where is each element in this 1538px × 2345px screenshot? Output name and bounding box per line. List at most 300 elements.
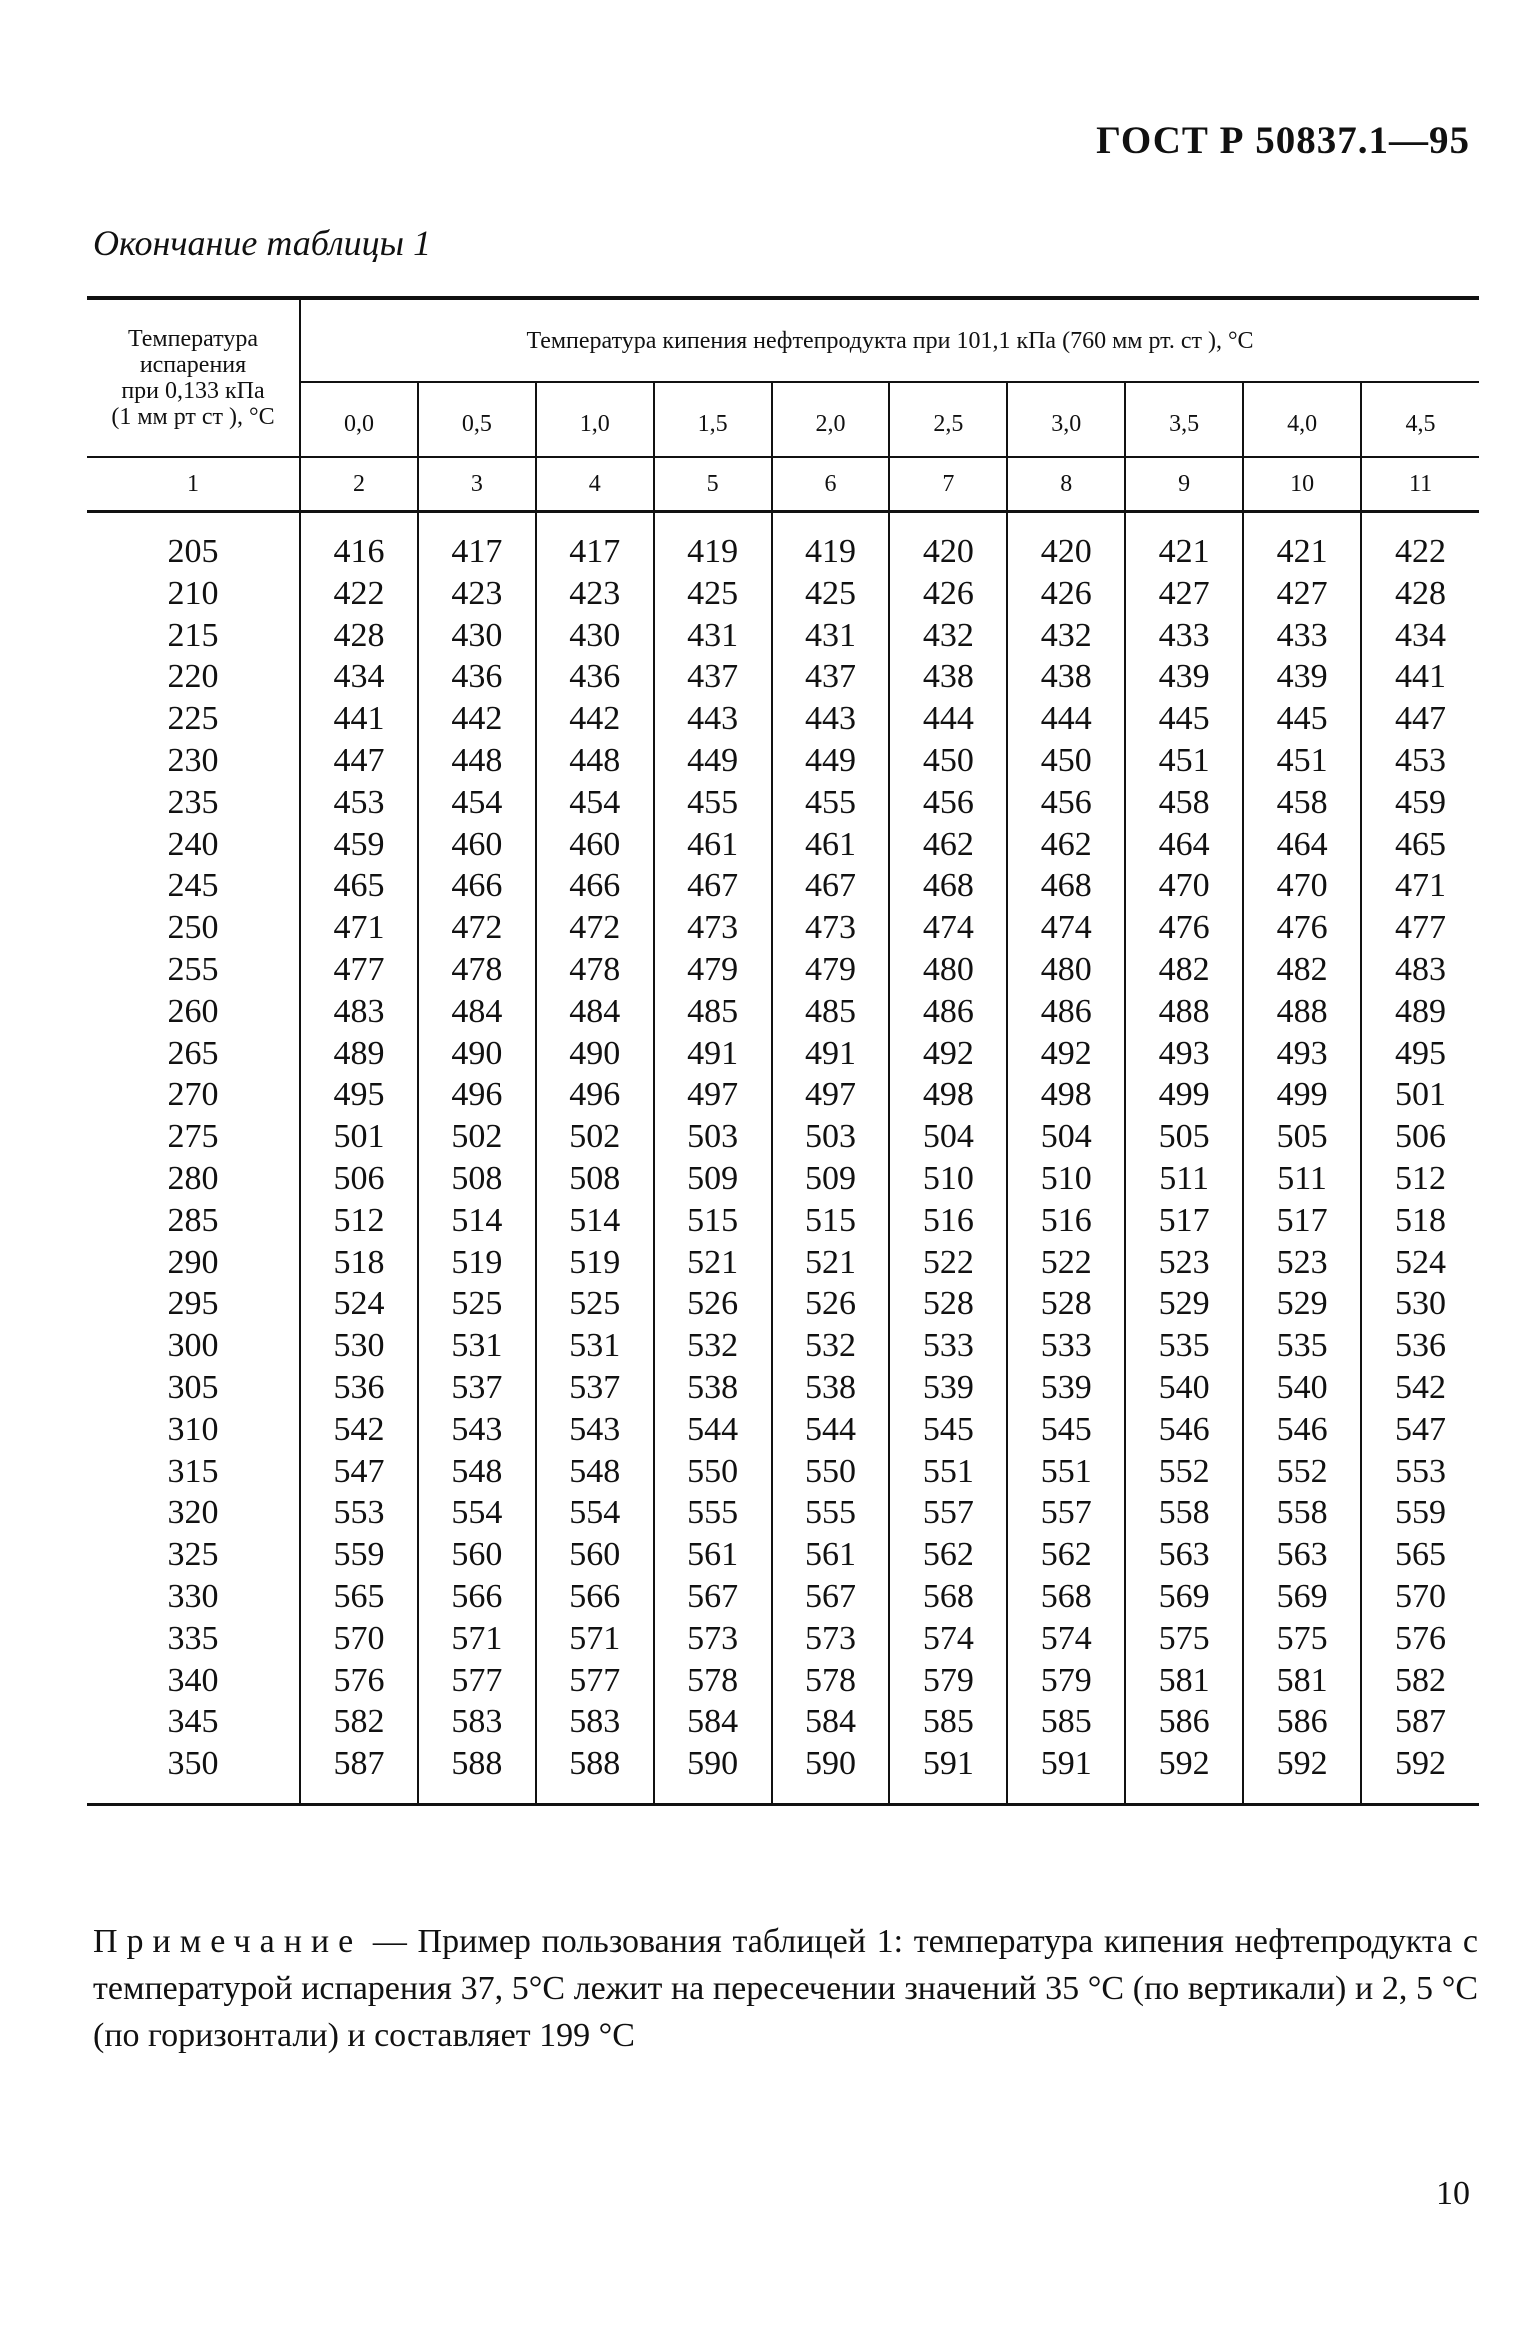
table-cell: 493 xyxy=(1125,1033,1243,1075)
table-cell: 555 xyxy=(654,1492,772,1534)
table-cell: 550 xyxy=(772,1451,890,1493)
table-cell: 554 xyxy=(536,1492,654,1534)
table-row xyxy=(87,1116,1479,1158)
table-cell: 585 xyxy=(889,1701,1007,1743)
table-cell: 583 xyxy=(536,1701,654,1743)
table-cell: 526 xyxy=(772,1283,890,1325)
table-cell: 560 xyxy=(418,1534,536,1576)
table-cell: 538 xyxy=(654,1367,772,1409)
table-cell: 471 xyxy=(300,907,418,949)
table-cell: 552 xyxy=(1243,1451,1361,1493)
table-row xyxy=(87,698,1479,740)
table-cell: 467 xyxy=(772,865,890,907)
table-cell: 575 xyxy=(1125,1618,1243,1660)
table-row xyxy=(87,1158,1479,1200)
row-temperature-cell: 280 xyxy=(167,1159,219,1197)
table-cell: 472 xyxy=(536,907,654,949)
table-cell: 510 xyxy=(1007,1158,1125,1200)
table-cell: 498 xyxy=(1007,1074,1125,1116)
row-temperature-cell: 210 xyxy=(167,574,219,612)
table-cell: 554 xyxy=(418,1492,536,1534)
table-cell: 546 xyxy=(1125,1409,1243,1451)
table-cell: 588 xyxy=(418,1743,536,1804)
table-cell: 443 xyxy=(772,698,890,740)
table-row xyxy=(87,1074,1479,1116)
table-cell: 497 xyxy=(772,1074,890,1116)
table-cell: 557 xyxy=(889,1492,1007,1534)
table-cell: 522 xyxy=(889,1242,1007,1284)
table-cell: 503 xyxy=(772,1116,890,1158)
table-cell: 492 xyxy=(889,1033,1007,1075)
column-number-row xyxy=(87,457,1479,512)
table-cell: 565 xyxy=(300,1576,418,1618)
table-cell: 528 xyxy=(889,1283,1007,1325)
table-cell: 504 xyxy=(1007,1116,1125,1158)
table-cell: 491 xyxy=(654,1033,772,1075)
column-number: 4 xyxy=(536,457,654,512)
table-cell: 443 xyxy=(654,698,772,740)
table-cell: 422 xyxy=(300,573,418,615)
row-temperature-cell: 305 xyxy=(167,1368,219,1406)
sub-header: 2,5 xyxy=(889,382,1007,457)
table-cell: 519 xyxy=(536,1242,654,1284)
table-cell: 503 xyxy=(654,1116,772,1158)
table-cell: 579 xyxy=(889,1660,1007,1702)
table-cell: 539 xyxy=(889,1367,1007,1409)
table-cell: 492 xyxy=(1007,1033,1125,1075)
table-cell: 438 xyxy=(889,656,1007,698)
table-cell: 479 xyxy=(654,949,772,991)
table-cell: 439 xyxy=(1125,656,1243,698)
table-cell: 470 xyxy=(1125,865,1243,907)
table-row xyxy=(87,782,1479,824)
table-cell: 453 xyxy=(300,782,418,824)
table-cell: 425 xyxy=(654,573,772,615)
table-cell: 576 xyxy=(300,1660,418,1702)
table-row xyxy=(87,907,1479,949)
table-cell: 506 xyxy=(1361,1116,1479,1158)
table-cell: 489 xyxy=(300,1033,418,1075)
table-cell: 574 xyxy=(889,1618,1007,1660)
table-row xyxy=(87,1743,1479,1804)
table-cell: 542 xyxy=(300,1409,418,1451)
table-cell: 536 xyxy=(1361,1325,1479,1367)
table-cell: 562 xyxy=(1007,1534,1125,1576)
table-cell: 458 xyxy=(1243,782,1361,824)
table-cell: 497 xyxy=(654,1074,772,1116)
table-cell: 466 xyxy=(418,865,536,907)
table-cell: 439 xyxy=(1243,656,1361,698)
table-cell: 558 xyxy=(1243,1492,1361,1534)
table-cell: 450 xyxy=(889,740,1007,782)
table-row xyxy=(87,824,1479,866)
table-row xyxy=(87,573,1479,615)
column-number: 3 xyxy=(418,457,536,512)
table-cell: 467 xyxy=(654,865,772,907)
sub-header: 1,0 xyxy=(536,382,654,457)
table-row xyxy=(87,1701,1479,1743)
data-table xyxy=(87,296,1479,1806)
row-temperature-cell: 270 xyxy=(167,1076,219,1114)
table-row xyxy=(87,991,1479,1033)
table-cell: 460 xyxy=(536,824,654,866)
table-cell: 445 xyxy=(1243,698,1361,740)
table-cell: 502 xyxy=(418,1116,536,1158)
table-cell: 427 xyxy=(1243,573,1361,615)
table-cell: 515 xyxy=(772,1200,890,1242)
sub-header: 1,5 xyxy=(654,382,772,457)
table-cell: 529 xyxy=(1125,1283,1243,1325)
table-cell: 449 xyxy=(772,740,890,782)
table-cell: 434 xyxy=(300,656,418,698)
table-cell: 434 xyxy=(1361,615,1479,657)
table-cell: 514 xyxy=(418,1200,536,1242)
table-cell: 456 xyxy=(1007,782,1125,824)
table-cell: 423 xyxy=(418,573,536,615)
table-cell: 447 xyxy=(300,740,418,782)
sub-header: 4,0 xyxy=(1243,382,1361,457)
table-cell: 536 xyxy=(300,1367,418,1409)
table-cell: 428 xyxy=(300,615,418,657)
row-temperature-cell: 275 xyxy=(167,1118,219,1156)
table-cell: 488 xyxy=(1125,991,1243,1033)
sub-header: 3,0 xyxy=(1007,382,1125,457)
table-cell: 577 xyxy=(418,1660,536,1702)
table-row xyxy=(87,1283,1479,1325)
table-cell: 499 xyxy=(1243,1074,1361,1116)
table-row xyxy=(87,1451,1479,1493)
span-header: Температура кипения нефтепродукта при 101,1 кПа (760 мм рт. ст ), °С xyxy=(300,298,1479,382)
table-cell: 567 xyxy=(654,1576,772,1618)
table-cell: 540 xyxy=(1243,1367,1361,1409)
table-cell: 546 xyxy=(1243,1409,1361,1451)
table-cell: 563 xyxy=(1125,1534,1243,1576)
table-cell: 441 xyxy=(300,698,418,740)
table-cell: 531 xyxy=(418,1325,536,1367)
table-cell: 537 xyxy=(418,1367,536,1409)
table-cell: 442 xyxy=(418,698,536,740)
column-number: 2 xyxy=(300,457,418,512)
row-temperature-cell: 260 xyxy=(167,992,219,1030)
table-cell: 590 xyxy=(654,1743,772,1804)
stub-header-line: (1 мм рт ст ), °С xyxy=(111,404,275,430)
table-row xyxy=(87,1660,1479,1702)
table-cell: 480 xyxy=(889,949,1007,991)
table-cell: 490 xyxy=(536,1033,654,1075)
table-cell: 530 xyxy=(300,1325,418,1367)
table-cell: 483 xyxy=(1361,949,1479,991)
table-cell: 587 xyxy=(1361,1701,1479,1743)
table-cell: 471 xyxy=(1361,865,1479,907)
table-cell: 495 xyxy=(1361,1033,1479,1075)
stub-header xyxy=(87,298,300,457)
table-cell: 451 xyxy=(1243,740,1361,782)
table-cell: 501 xyxy=(300,1116,418,1158)
table-row xyxy=(87,949,1479,991)
table-row xyxy=(87,1200,1479,1242)
table-cell: 531 xyxy=(536,1325,654,1367)
row-temperature-cell: 300 xyxy=(167,1327,219,1365)
table-cell: 501 xyxy=(1361,1074,1479,1116)
table-cell: 462 xyxy=(889,824,1007,866)
row-temperature-cell: 345 xyxy=(167,1703,219,1741)
table-cell: 445 xyxy=(1125,698,1243,740)
column-number: 6 xyxy=(772,457,890,512)
column-number: 9 xyxy=(1125,457,1243,512)
table-cell: 505 xyxy=(1125,1116,1243,1158)
row-temperature-cell: 245 xyxy=(167,867,219,905)
table-cell: 514 xyxy=(536,1200,654,1242)
table-cell: 586 xyxy=(1125,1701,1243,1743)
table-cell: 543 xyxy=(418,1409,536,1451)
table-cell: 436 xyxy=(536,656,654,698)
table-cell: 419 xyxy=(654,512,772,573)
table-cell: 521 xyxy=(654,1242,772,1284)
table-cell: 522 xyxy=(1007,1242,1125,1284)
table-cell: 453 xyxy=(1361,740,1479,782)
table-cell: 584 xyxy=(654,1701,772,1743)
table-cell: 461 xyxy=(772,824,890,866)
table-cell: 518 xyxy=(1361,1200,1479,1242)
table-cell: 459 xyxy=(1361,782,1479,824)
table-cell: 428 xyxy=(1361,573,1479,615)
table-cell: 425 xyxy=(772,573,890,615)
table-row xyxy=(87,740,1479,782)
table-cell: 488 xyxy=(1243,991,1361,1033)
table-cell: 566 xyxy=(536,1576,654,1618)
row-temperature-cell: 240 xyxy=(167,825,219,863)
table-cell: 464 xyxy=(1243,824,1361,866)
table-cell: 581 xyxy=(1125,1660,1243,1702)
row-temperature-cell: 290 xyxy=(167,1243,219,1281)
table-cell: 423 xyxy=(536,573,654,615)
table-cell: 437 xyxy=(772,656,890,698)
table-cell: 499 xyxy=(1125,1074,1243,1116)
table-cell: 484 xyxy=(418,991,536,1033)
table-row xyxy=(87,1576,1479,1618)
note xyxy=(93,1918,1478,2059)
table-cell: 426 xyxy=(889,573,1007,615)
table-cell: 592 xyxy=(1361,1743,1479,1804)
row-temperature-cell: 265 xyxy=(167,1034,219,1072)
table-cell: 585 xyxy=(1007,1701,1125,1743)
table-cell: 545 xyxy=(1007,1409,1125,1451)
table-row xyxy=(87,1618,1479,1660)
table-cell: 535 xyxy=(1243,1325,1361,1367)
table-cell: 474 xyxy=(889,907,1007,949)
table-cell: 479 xyxy=(772,949,890,991)
table-cell: 465 xyxy=(300,865,418,907)
row-temperature-cell: 310 xyxy=(167,1410,219,1448)
table-cell: 483 xyxy=(300,991,418,1033)
table-cell: 547 xyxy=(300,1451,418,1493)
table-cell: 444 xyxy=(889,698,1007,740)
table-cell: 521 xyxy=(772,1242,890,1284)
sub-header: 4,5 xyxy=(1361,382,1479,457)
table-cell: 449 xyxy=(654,740,772,782)
table-cell: 465 xyxy=(1361,824,1479,866)
table-cell: 493 xyxy=(1243,1033,1361,1075)
table-row xyxy=(87,1367,1479,1409)
table-cell: 486 xyxy=(889,991,1007,1033)
table-cell: 545 xyxy=(889,1409,1007,1451)
table-cell: 506 xyxy=(300,1158,418,1200)
table-cell: 486 xyxy=(1007,991,1125,1033)
table-cell: 464 xyxy=(1125,824,1243,866)
column-number: 10 xyxy=(1243,457,1361,512)
table-cell: 458 xyxy=(1125,782,1243,824)
table-cell: 525 xyxy=(418,1283,536,1325)
table-cell: 569 xyxy=(1125,1576,1243,1618)
table-cell: 456 xyxy=(889,782,1007,824)
table-cell: 517 xyxy=(1125,1200,1243,1242)
table-cell: 581 xyxy=(1243,1660,1361,1702)
table-cell: 485 xyxy=(654,991,772,1033)
table-cell: 472 xyxy=(418,907,536,949)
table-cell: 485 xyxy=(772,991,890,1033)
table-cell: 431 xyxy=(654,615,772,657)
table-cell: 462 xyxy=(1007,824,1125,866)
table-cell: 569 xyxy=(1243,1576,1361,1618)
column-number: 5 xyxy=(654,457,772,512)
table-cell: 416 xyxy=(300,512,418,573)
row-temperature-cell: 340 xyxy=(167,1661,219,1699)
table-cell: 430 xyxy=(418,615,536,657)
table-cell: 454 xyxy=(418,782,536,824)
table-cell: 533 xyxy=(1007,1325,1125,1367)
table-cell: 447 xyxy=(1361,698,1479,740)
table-cell: 512 xyxy=(1361,1158,1479,1200)
table-cell: 511 xyxy=(1243,1158,1361,1200)
table-cell: 559 xyxy=(1361,1492,1479,1534)
table-cell: 436 xyxy=(418,656,536,698)
table-cell: 421 xyxy=(1125,512,1243,573)
table-cell: 552 xyxy=(1125,1451,1243,1493)
table-cell: 570 xyxy=(300,1618,418,1660)
table-cell: 551 xyxy=(1007,1451,1125,1493)
table-cell: 511 xyxy=(1125,1158,1243,1200)
table-cell: 532 xyxy=(654,1325,772,1367)
table-cell: 547 xyxy=(1361,1409,1479,1451)
table-cell: 575 xyxy=(1243,1618,1361,1660)
table-cell: 544 xyxy=(772,1409,890,1451)
column-number: 11 xyxy=(1361,457,1479,512)
sub-header: 2,0 xyxy=(772,382,890,457)
table-cell: 566 xyxy=(418,1576,536,1618)
table-cell: 588 xyxy=(536,1743,654,1804)
data-table-container xyxy=(87,296,1479,1806)
table-cell: 417 xyxy=(536,512,654,573)
table-cell: 587 xyxy=(300,1743,418,1804)
table-body xyxy=(87,512,1479,1805)
row-temperature-cell: 295 xyxy=(167,1285,219,1323)
table-cell: 544 xyxy=(654,1409,772,1451)
row-temperature-cell: 315 xyxy=(167,1452,219,1490)
row-temperature-cell: 225 xyxy=(167,700,219,738)
table-cell: 582 xyxy=(300,1701,418,1743)
table-cell: 455 xyxy=(772,782,890,824)
table-cell: 508 xyxy=(418,1158,536,1200)
table-cell: 448 xyxy=(536,740,654,782)
table-cell: 560 xyxy=(536,1534,654,1576)
table-cell: 468 xyxy=(889,865,1007,907)
table-cell: 473 xyxy=(654,907,772,949)
table-cell: 470 xyxy=(1243,865,1361,907)
table-cell: 555 xyxy=(772,1492,890,1534)
row-temperature-cell: 350 xyxy=(87,1743,300,1804)
table-row xyxy=(87,1534,1479,1576)
table-cell: 417 xyxy=(418,512,536,573)
table-cell: 432 xyxy=(1007,615,1125,657)
table-cell: 474 xyxy=(1007,907,1125,949)
table-row xyxy=(87,512,1479,573)
table-cell: 529 xyxy=(1243,1283,1361,1325)
table-cell: 543 xyxy=(536,1409,654,1451)
row-temperature-cell: 250 xyxy=(167,909,219,947)
table-cell: 561 xyxy=(654,1534,772,1576)
table-cell: 478 xyxy=(418,949,536,991)
table-cell: 421 xyxy=(1243,512,1361,573)
table-cell: 473 xyxy=(772,907,890,949)
table-cell: 524 xyxy=(300,1283,418,1325)
table-cell: 498 xyxy=(889,1074,1007,1116)
table-cell: 538 xyxy=(772,1367,890,1409)
table-cell: 561 xyxy=(772,1534,890,1576)
table-cell: 558 xyxy=(1125,1492,1243,1534)
table-cell: 455 xyxy=(654,782,772,824)
table-cell: 466 xyxy=(536,865,654,907)
table-cell: 570 xyxy=(1361,1576,1479,1618)
table-cell: 420 xyxy=(1007,512,1125,573)
table-cell: 512 xyxy=(300,1200,418,1242)
row-temperature-cell: 205 xyxy=(167,533,219,570)
table-cell: 477 xyxy=(1361,907,1479,949)
table-cell: 574 xyxy=(1007,1618,1125,1660)
table-cell: 505 xyxy=(1243,1116,1361,1158)
row-temperature-cell: 230 xyxy=(167,741,219,779)
column-number: 8 xyxy=(1007,457,1125,512)
table-cell: 459 xyxy=(300,824,418,866)
table-cell: 478 xyxy=(536,949,654,991)
row-temperature-cell: 255 xyxy=(167,950,219,988)
table-cell: 431 xyxy=(772,615,890,657)
table-cell: 540 xyxy=(1125,1367,1243,1409)
table-cell: 495 xyxy=(300,1074,418,1116)
table-cell: 551 xyxy=(889,1451,1007,1493)
table-cell: 524 xyxy=(1361,1242,1479,1284)
table-cell: 523 xyxy=(1125,1242,1243,1284)
table-caption: Окончание таблицы 1 xyxy=(93,223,432,263)
row-temperature-cell: 335 xyxy=(167,1619,219,1657)
row-temperature-cell: 325 xyxy=(167,1536,219,1574)
table-cell: 582 xyxy=(1361,1660,1479,1702)
table-cell: 528 xyxy=(1007,1283,1125,1325)
table-cell: 542 xyxy=(1361,1367,1479,1409)
table-row xyxy=(87,1409,1479,1451)
table-cell: 444 xyxy=(1007,698,1125,740)
table-cell: 590 xyxy=(772,1743,890,1804)
sub-header: 0,0 xyxy=(300,382,418,457)
row-temperature-cell: 320 xyxy=(167,1494,219,1532)
table-cell: 519 xyxy=(418,1242,536,1284)
column-number: 7 xyxy=(889,457,1007,512)
table-cell: 509 xyxy=(772,1158,890,1200)
table-cell: 508 xyxy=(536,1158,654,1200)
table-cell: 433 xyxy=(1125,615,1243,657)
table-cell: 583 xyxy=(418,1701,536,1743)
table-cell: 573 xyxy=(772,1618,890,1660)
table-cell: 586 xyxy=(1243,1701,1361,1743)
